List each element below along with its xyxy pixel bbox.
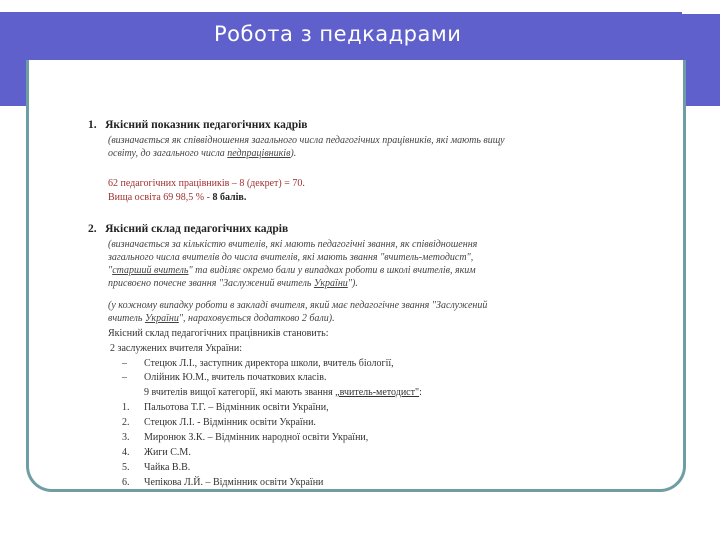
- teacher-number: 2.: [122, 417, 130, 428]
- teacher-item: [122, 417, 316, 429]
- header-corner-tab: [682, 0, 720, 14]
- section2-desc-3: [108, 265, 476, 277]
- section2-desc-3c: " та виділяє окремо бали у випадках роботи в школі вчителів, яким: [188, 265, 476, 276]
- methodists-title-c: :: [419, 387, 422, 398]
- section2-desc-4: [108, 278, 358, 290]
- section1-higher-edu: [108, 192, 246, 204]
- slide-title: Робота з педкадрами: [214, 22, 462, 46]
- section1-heading: Якісний показник педагогічних кадрів: [105, 119, 308, 131]
- award-marker: –: [122, 372, 127, 383]
- teacher-item: [122, 477, 323, 489]
- section2-desc-1: (визначається за кількістю вчителів, які мають педагогічні звання, як співвідношення: [108, 239, 478, 250]
- teacher-text: Миронюк З.К. – Відмінник народної освіти України,: [144, 432, 369, 443]
- section1-heading-line: [88, 119, 308, 132]
- section2-desc-2: загального числа вчителів до числа вчителів, які мають звання "вчитель-методист",: [108, 252, 474, 263]
- methodists-title: [144, 387, 422, 399]
- section2-desc-3a: ": [108, 265, 113, 276]
- section1-desc-1: (визначається як співвідношення загального числа педагогічних працівників, які мають вищу: [108, 135, 505, 146]
- section2-desc-6b: України: [144, 313, 179, 324]
- section2-desc-4c: ").: [347, 278, 358, 289]
- teacher-number: 3.: [122, 432, 130, 443]
- section2-desc-3b: старший вчитель: [112, 265, 189, 276]
- higher-edu-value: Вища освіта 69 98,5 % -: [108, 192, 213, 203]
- document-image: [88, 115, 622, 489]
- teacher-item: [122, 402, 329, 414]
- teacher-text: Пальотова Т.Г. – Відмінник освіти України,: [144, 402, 329, 413]
- teacher-item: [122, 432, 368, 444]
- section2-heading: Якісний склад педагогічних кадрів: [105, 223, 289, 235]
- section1-desc-2b: педпрацівників: [227, 148, 291, 159]
- teacher-number: 1.: [122, 402, 130, 413]
- higher-edu-points: 8 балів.: [212, 192, 247, 203]
- teacher-text: Чепікова Л.Й. – Відмінник освіти України: [144, 477, 324, 488]
- teacher-text: Жиги С.М.: [144, 447, 191, 458]
- section1-calc: 62 педагогічних працівників – 8 (декрет) = 70.: [108, 178, 305, 189]
- section2-desc-5: (у кожному випадку роботи в закладі вчителя, який має педагогічне звання "Заслужений: [108, 300, 488, 311]
- teacher-number: 4.: [122, 447, 130, 458]
- section2-number: 2.: [88, 223, 97, 235]
- section2-desc-4b: України: [313, 278, 348, 289]
- section2-heading-line: [88, 223, 288, 236]
- section1-desc-2a: освіту, до загального числа: [108, 148, 228, 159]
- section2-desc-6: [108, 313, 335, 325]
- teacher-number: 5.: [122, 462, 130, 473]
- section2-desc-4a: присвоєно почесне звання "Заслужений вчитель: [108, 278, 314, 289]
- teacher-text: Чайка В.В.: [144, 462, 191, 473]
- award-text: Стецюк Л.І., заступник директора школи, вчитель біології,: [144, 358, 394, 369]
- teacher-item: [122, 447, 191, 459]
- teacher-number: 6.: [122, 477, 130, 488]
- section2-desc-6a: вчитель: [108, 313, 145, 324]
- award-item: [122, 372, 326, 384]
- award-item: [122, 358, 394, 370]
- section2-desc-6c: ", нараховується додатково 2 бали).: [178, 313, 335, 324]
- methodists-title-a: 9 вчителів вищої категорії, які мають звання: [144, 387, 336, 398]
- section1-desc-2: [108, 148, 296, 160]
- teacher-text: Стецюк Л.І. - Відмінник освіти України.: [144, 417, 316, 428]
- award-text: Олійник Ю.М., вчитель початкових класів.: [144, 372, 327, 383]
- methodists-title-b: „вчитель-методист": [335, 387, 420, 398]
- award-marker: –: [122, 358, 127, 369]
- section1-desc-2c: ).: [290, 148, 297, 159]
- section1-number: 1.: [88, 119, 97, 131]
- teacher-item: [122, 462, 190, 474]
- awards-title: 2 заслужених вчителя України:: [110, 343, 242, 354]
- staff-title: Якісний склад педагогічних працівників становить:: [108, 328, 329, 339]
